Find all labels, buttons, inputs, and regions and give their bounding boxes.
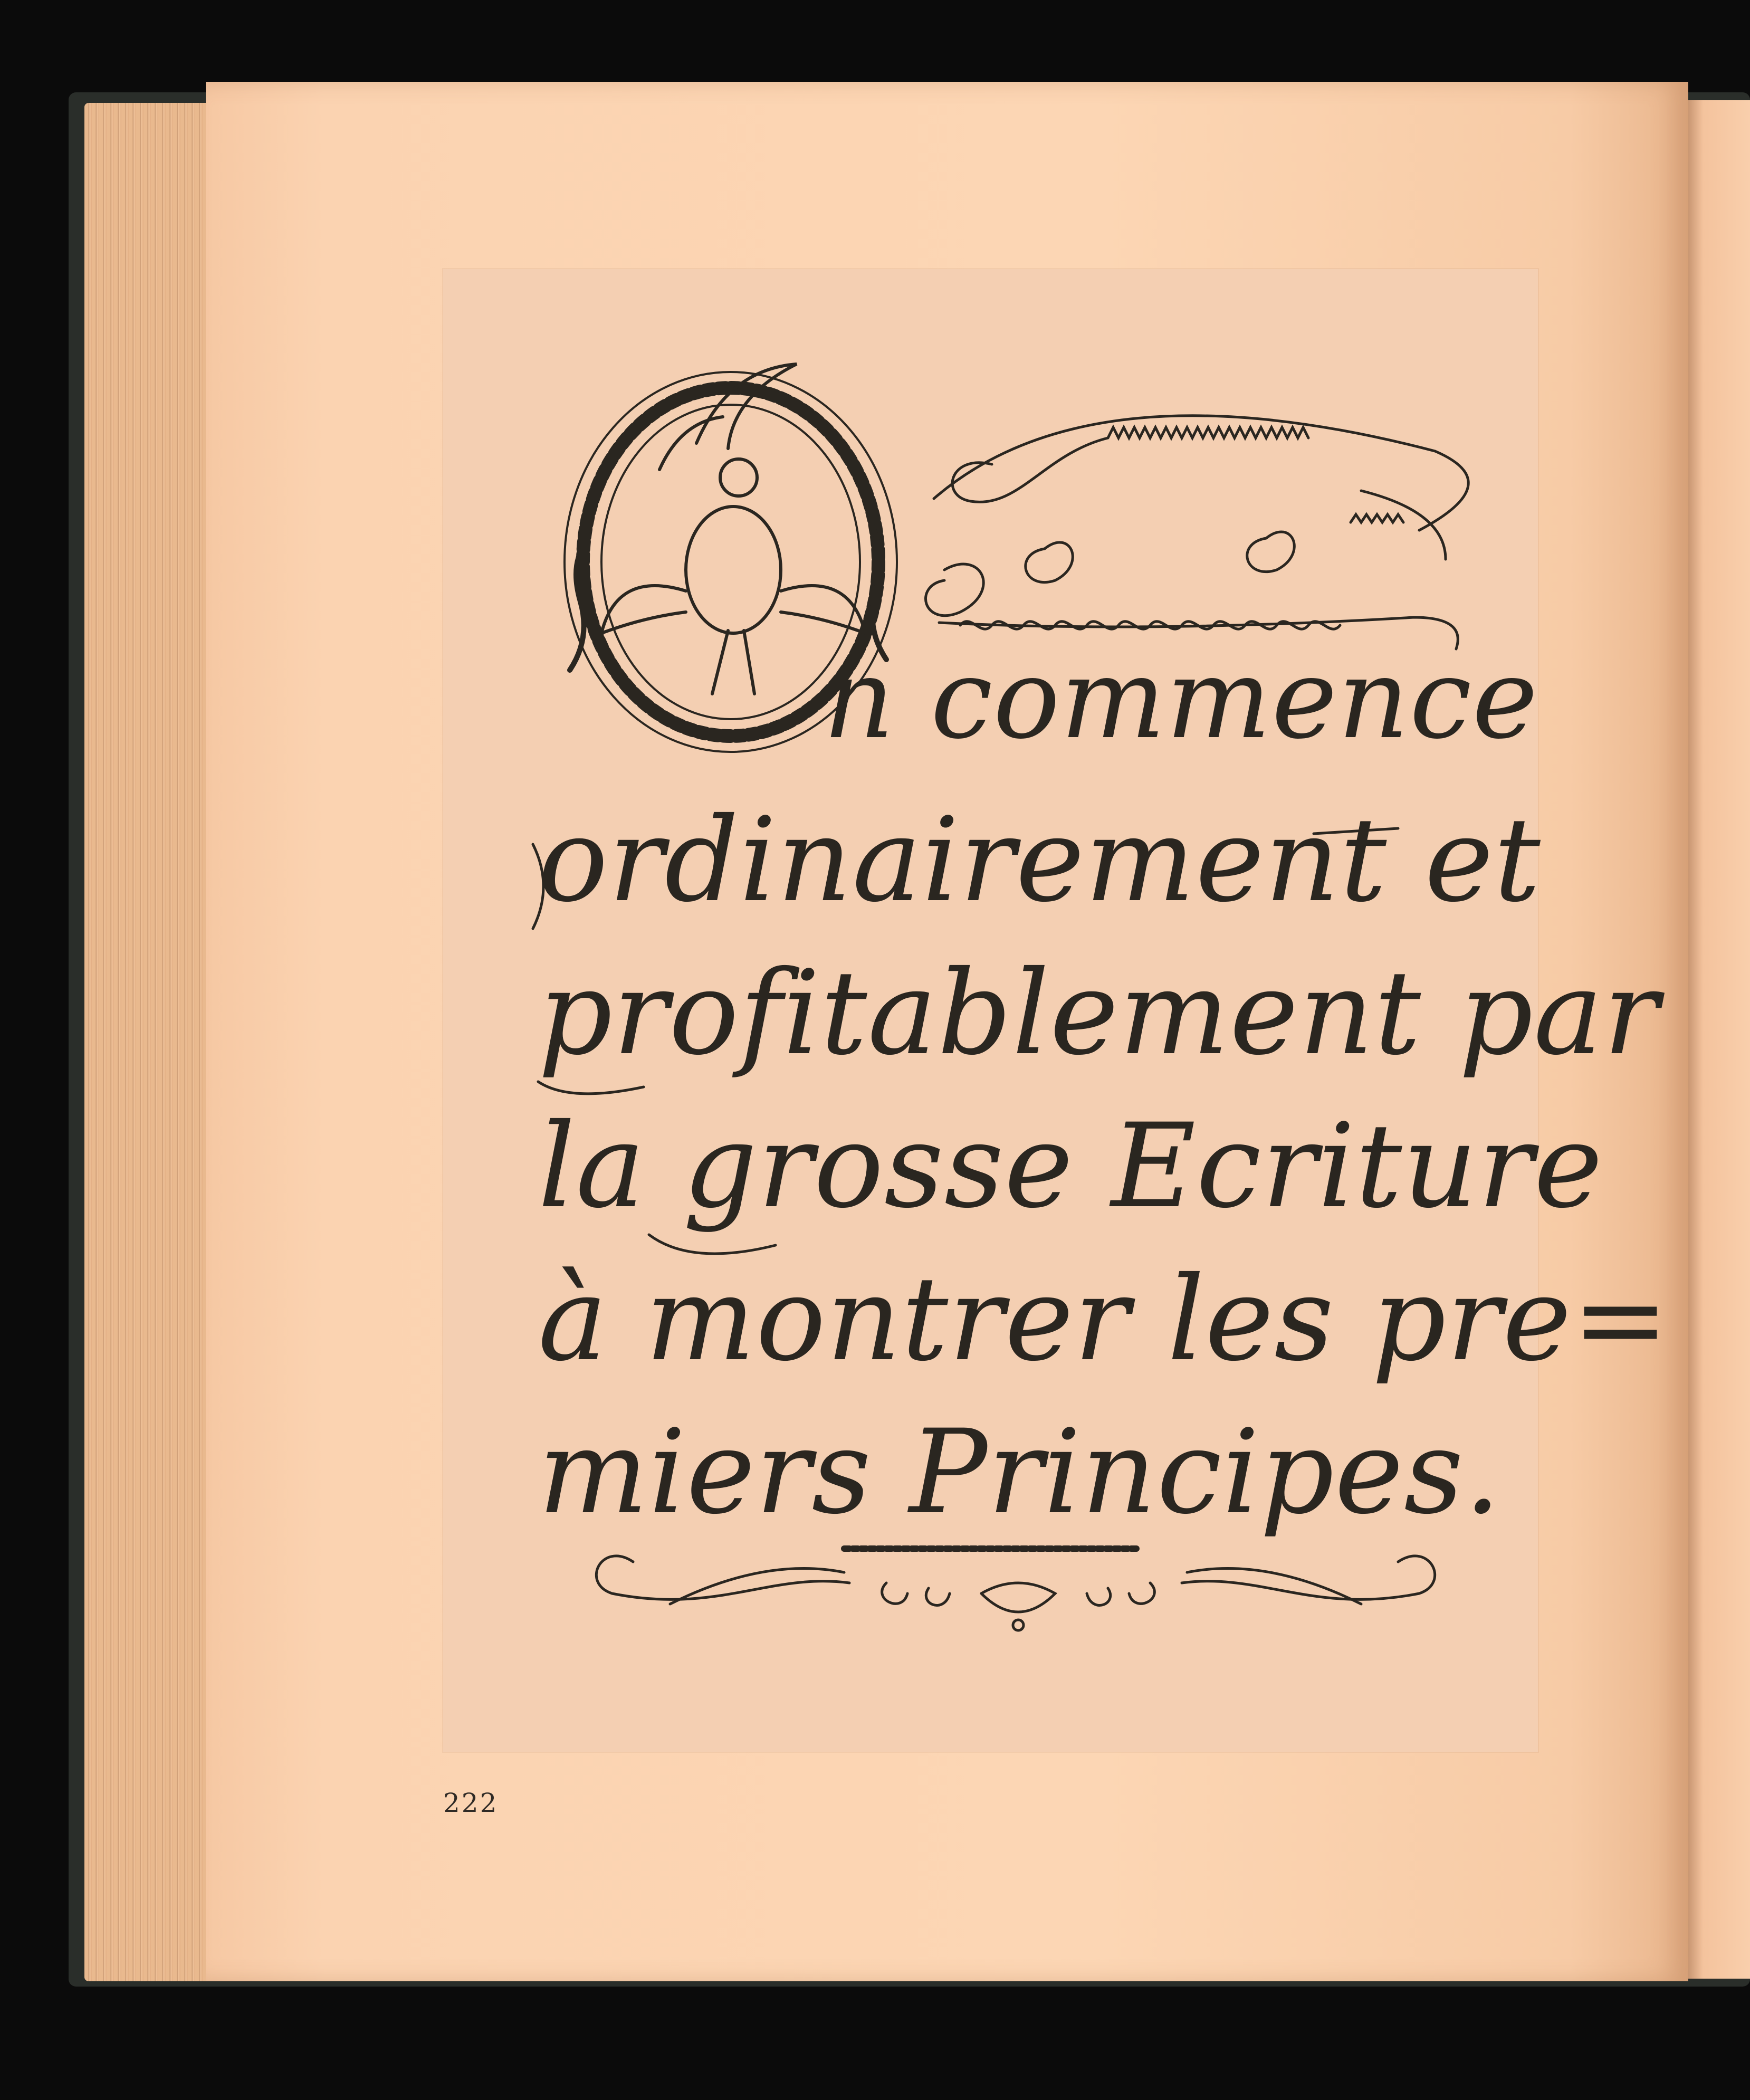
calligraphy-line: n commence bbox=[823, 634, 1538, 763]
calligraphy-line: ordinairement et bbox=[538, 793, 1541, 928]
bottom-flourish-ornament bbox=[596, 1549, 1435, 1630]
calligraphy-line: la grosse Ecriture bbox=[538, 1099, 1603, 1234]
flourish-ornament bbox=[925, 416, 1468, 649]
calligraphy-line: à montrer les pre= bbox=[538, 1252, 1670, 1387]
calligraphy-line: profitablement par bbox=[538, 946, 1660, 1081]
calligraphy-line: miers Principes. bbox=[538, 1405, 1502, 1540]
page-number: 222 bbox=[443, 1788, 499, 1818]
